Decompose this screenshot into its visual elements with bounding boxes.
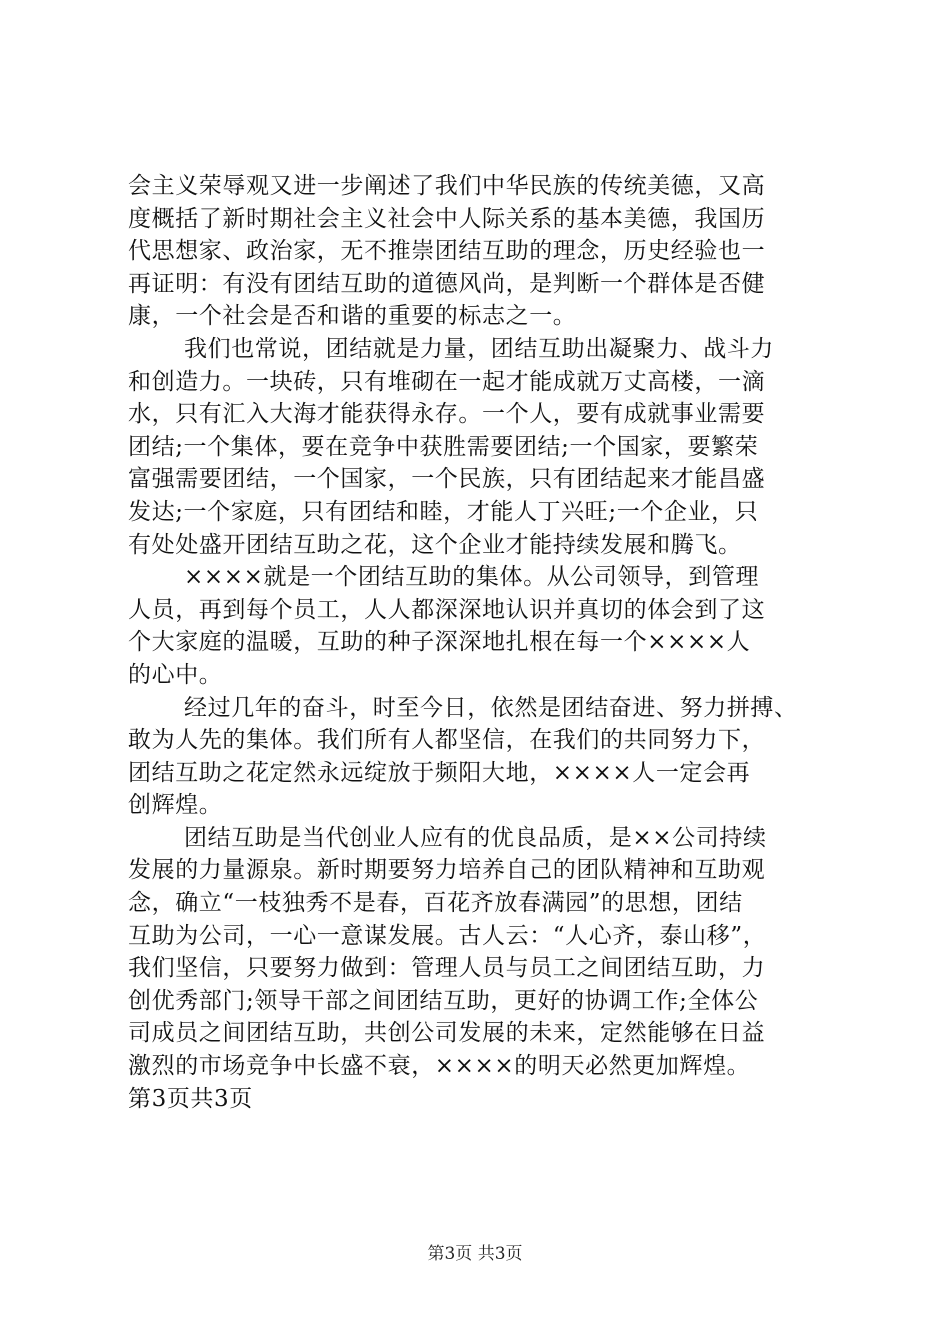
- document-body: [128, 170, 828, 1115]
- text-line: 第3页共3页: [128, 1085, 253, 1112]
- text-line: 团结互助是当代创业人应有的优良品质，是××公司持续: [184, 824, 767, 851]
- text-line: 和创造力。一块砖，只有堆砌在一起才能成就万丈高楼，一滴: [128, 368, 766, 395]
- text-line: 念，确立“一枝独秀不是春，百花齐放春满园”的思想，团结: [128, 890, 743, 917]
- text-line: 富强需要团结，一个国家，一个民族，只有团结起来才能昌盛: [128, 466, 766, 493]
- page-footer: 第3页 共3页: [427, 1244, 523, 1264]
- text-line: 再证明：有没有团结互助的道德风尚，是判断一个群体是否健: [128, 270, 766, 297]
- text-line: 司成员之间团结互助，共创公司发展的未来，定然能够在日益: [128, 1020, 766, 1047]
- text-line: 激烈的市场竞争中长盛不衰，××××的明天必然更加辉煌。: [128, 1053, 751, 1080]
- text-line: 创辉煌。: [128, 792, 223, 819]
- text-line: 的心中。: [128, 661, 223, 688]
- text-line: 有处处盛开团结互助之花，这个企业才能持续发展和腾飞。: [128, 531, 742, 558]
- text-line: 创优秀部门;领导干部之间团结互助，更好的协调工作;全体公: [128, 987, 759, 1014]
- text-line: 水，只有汇入大海才能获得永存。一个人，要有成就事业需要: [128, 401, 766, 428]
- text-line: 经过几年的奋斗，时至今日，依然是团结奋进、努力拼搏、: [184, 694, 798, 721]
- text-line: 代思想家、政治家，无不推崇团结互助的理念，历史经验也一: [128, 238, 766, 265]
- text-line: ××××就是一个团结互助的集体。从公司领导，到管理: [184, 564, 760, 591]
- text-line: 发达;一个家庭，只有团结和睦，才能人丁兴旺;一个企业，只: [128, 498, 759, 525]
- text-line: 个大家庭的温暖，互助的种子深深地扎根在每一个××××人: [128, 629, 751, 656]
- text-line: 康，一个社会是否和谐的重要的标志之一。: [128, 303, 577, 330]
- text-line: 会主义荣辱观又进一步阐述了我们中华民族的传统美德，又高: [128, 173, 766, 199]
- text-line: 我们坚信，只要努力做到：管理人员与员工之间团结互助，力: [128, 955, 766, 982]
- text-line: 我们也常说，团结就是力量，团结互助出凝聚力、战斗力: [184, 335, 774, 362]
- text-line: 发展的力量源泉。新时期要努力培养自己的团队精神和互助观: [128, 857, 766, 884]
- text-line: 人员，再到每个员工，人人都深深地认识并真切的体会到了这: [128, 596, 766, 623]
- text-line: 度概括了新时期社会主义社会中人际关系的基本美德，我国历: [128, 205, 766, 232]
- text-line: 互助为公司，一心一意谋发展。古人云：“人心齐，泰山移”，: [128, 922, 767, 949]
- text-line: 团结互助之花定然永远绽放于频阳大地，××××人一定会再: [128, 759, 751, 786]
- text-line: 敢为人先的集体。我们所有人都坚信，在我们的共同努力下，: [128, 727, 766, 754]
- text-line: 团结;一个集体，要在竞争中获胜需要团结;一个国家，要繁荣: [128, 433, 759, 460]
